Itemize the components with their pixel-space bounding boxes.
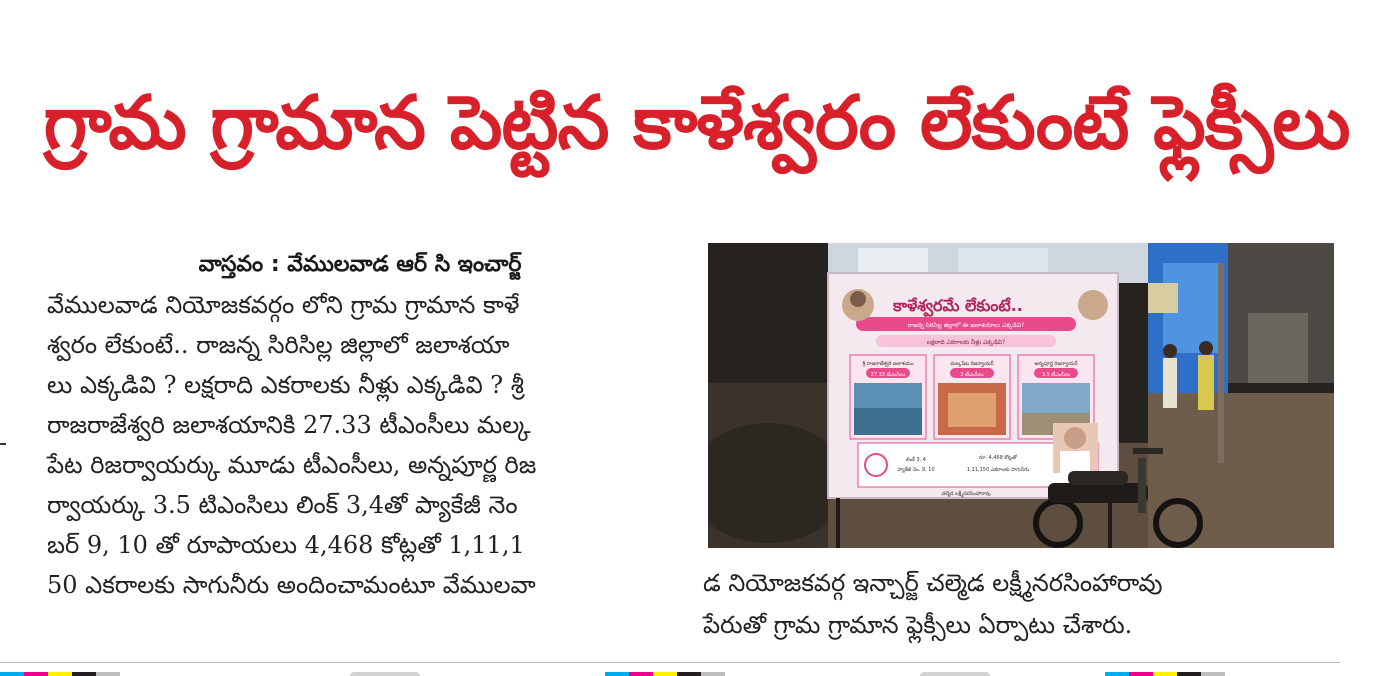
margin-mark: [0, 443, 6, 445]
banner-bottom-2b: 1,11,150 ఎకరాలకు సాగునీరు: [966, 467, 1030, 473]
body-line: బర్ 9, 10 తో రూపాయలు 4,468 కోట్లతో 1,11,1: [47, 531, 525, 559]
photo-caption: [703, 562, 1343, 646]
print-color-bar: [1105, 672, 1225, 676]
banner-bottom-2: రూ. 4,468 కోట్లతో: [979, 455, 1017, 461]
banner-bottom-1b: ప్యాకేజీ నెం. 9, 10: [897, 467, 935, 473]
body-line: పేట రిజర్వాయర్కు మూడు టీఎంసీలు, అన్నపూర్ణ రిజ: [47, 451, 537, 479]
body-line: వేములవాడ నియోజకవర్గం లోని గ్రామ గ్రామాన కాళే: [47, 291, 520, 319]
banner-title: కాళేశ్వరమే లేకుంటే..: [893, 296, 1023, 315]
svg-text:అన్నపూర్ణ రిజర్వాయర్: అన్నపూర్ణ రిజర్వాయర్: [1034, 361, 1078, 367]
news-photo: [708, 243, 1334, 548]
photo-scene: [708, 243, 1334, 548]
article-body: [47, 285, 687, 605]
svg-text:3 టీఎంసీలు: 3 టీఎంసీలు: [960, 372, 984, 378]
body-line: లు ఎక్కడివి ? లక్షరాది ఎకరాలకు నీళ్లు ఎక్కడివి ? శ్రీ: [47, 371, 524, 399]
body-line: శ్వరం లేకుంటే.. రాజన్న సిరిసిల్ల జిల్లాలో జలాశయా: [47, 331, 510, 359]
print-registration-mark: [920, 672, 990, 676]
banner-bottom-1: లింక్ 3, 4: [906, 457, 926, 463]
footer-divider: [0, 662, 1340, 663]
caption-line: డ నియోజకవర్గ ఇన్చార్జ్ చల్మెడ లక్ష్మీనరసింహారావు: [703, 569, 1163, 597]
party-logo-icon: [865, 454, 887, 476]
body-line: రాజరాజేశ్వరి జలాశయానికి 27.33 టీఎంసీలు మల్క: [47, 411, 531, 439]
reservoir-panel-2: [934, 355, 1010, 439]
body-line: ర్వాయర్కు 3.5 టిఎంసిలు లింక్ 3,4తో ప్యాకేజీ నెం: [47, 491, 518, 519]
headline: గ్రామ గ్రామాన పెట్టిన కాళేశ్వరం లేకుంటే ఫ్లెక్సీలు: [43, 80, 1350, 166]
svg-text:మల్కపేట రిజర్వాయర్: మల్కపేట రిజర్వాయర్: [950, 361, 994, 367]
print-color-bar: [0, 672, 120, 676]
svg-text:శ్రీ రాజరాజేశ్వరి జలాశయం: శ్రీ రాజరాజేశ్వరి జలాశయం: [862, 361, 914, 367]
banner-subtitle: రాజన్న సిరిసిల్ల జిల్లాలో ఈ జలాశయాలు ఎక్కడివి?: [907, 322, 1025, 329]
banner-footer: చల్మెడ లక్ష్మీనరసింహారావు: [941, 491, 991, 497]
caption-line: పేరుతో గ్రామ గ్రామాన ఫ్లెక్సీలు ఏర్పాటు చేశారు.: [703, 611, 1133, 639]
banner-subtitle-2: లక్షలాది ఎకరాలకు నీళ్లు ఎక్కడివి?: [926, 339, 1006, 346]
reservoir-panel-1: [850, 355, 926, 439]
byline: వాస్తవం : వేములవాడ ఆర్ సి ఇంచార్జ్: [198, 252, 522, 277]
print-color-bar: [605, 672, 725, 676]
body-line: 50 ఎకరాలకు సాగునీరు అందించామంటూ వేములవా: [47, 571, 536, 599]
svg-text:3.5 టీఎంసీలు: 3.5 టీఎంసీలు: [1041, 372, 1071, 378]
print-registration-mark: [350, 672, 420, 676]
svg-text:27.33 టీఎంసీలు: 27.33 టీఎంసీలు: [870, 372, 906, 378]
